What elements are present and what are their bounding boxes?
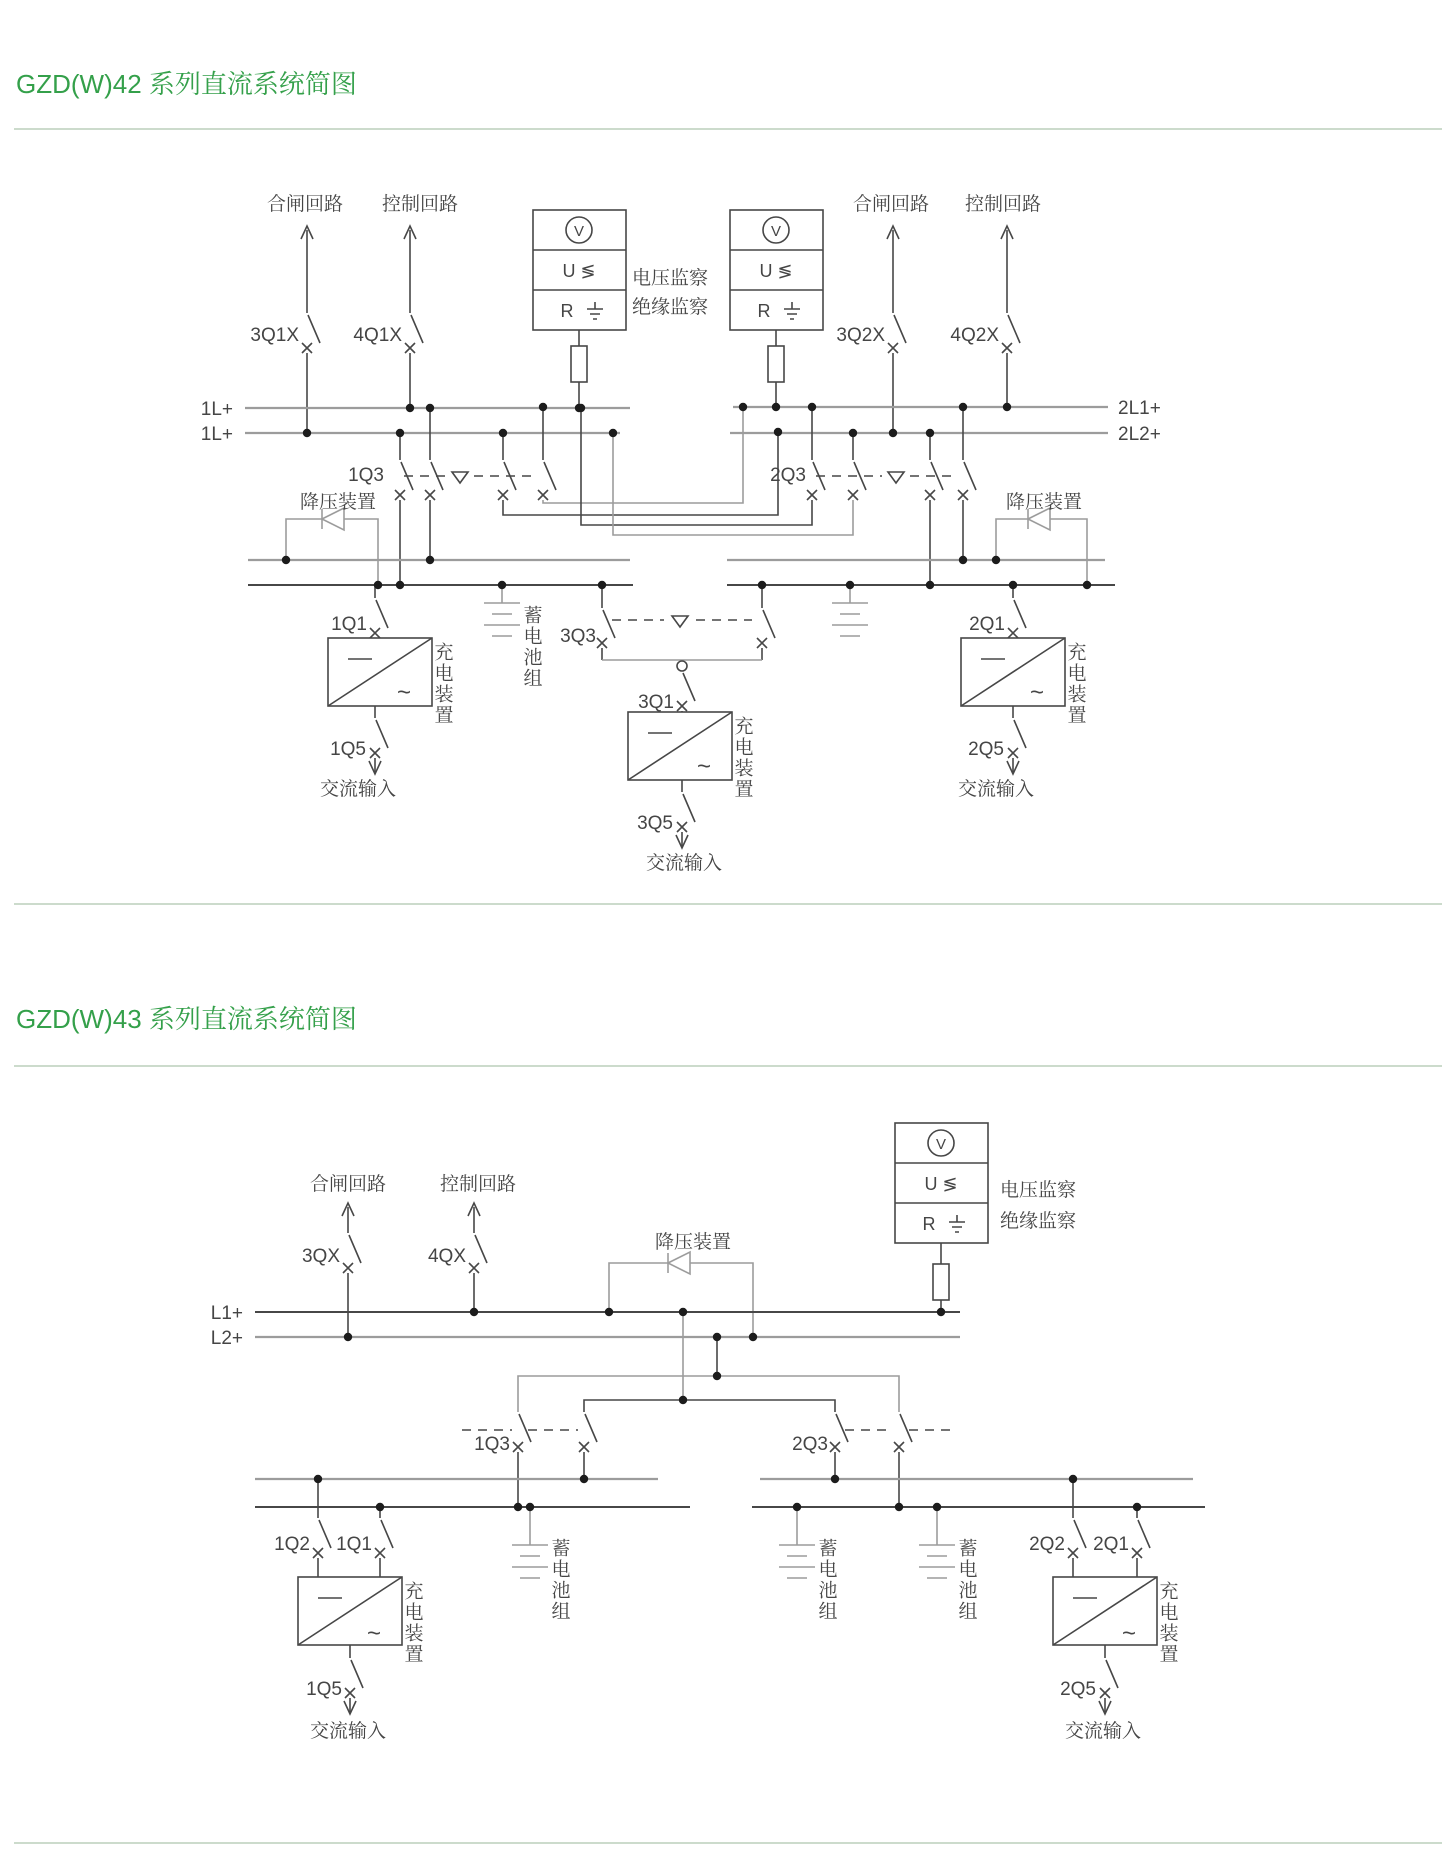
bus-label-2l1: 2L1+ bbox=[1118, 398, 1161, 419]
battery-mid-b bbox=[919, 1507, 955, 1578]
diagram-gzdw42 bbox=[201, 193, 1161, 874]
label-closing-circuit: 合闸回路 bbox=[266, 194, 344, 215]
tie-switch-1q3 bbox=[462, 1414, 597, 1507]
label-battery-bank: 蓄电池组 bbox=[520, 605, 542, 689]
switch-icon bbox=[579, 1414, 597, 1452]
switch-icon bbox=[1008, 720, 1026, 758]
label-charger: 充电装置 bbox=[1064, 642, 1086, 726]
feeder-control-left bbox=[404, 226, 423, 408]
switch-icon bbox=[830, 1414, 848, 1452]
label-stepdown-device: 降压装置 bbox=[654, 1232, 732, 1253]
battery-icon bbox=[484, 603, 520, 636]
ac-symbol: ~ bbox=[396, 679, 412, 706]
label-battery-bank: 蓄电池组 bbox=[815, 1538, 837, 1622]
distribution-wires bbox=[518, 1312, 899, 1412]
battery-icon bbox=[919, 1545, 955, 1578]
label-ac-input: 交流输入 bbox=[319, 779, 397, 800]
battery-mid-a bbox=[779, 1507, 815, 1578]
switch-icon bbox=[807, 462, 825, 500]
switch-icon bbox=[1100, 1660, 1118, 1698]
label-switch-2q1: 2Q1 bbox=[1093, 1534, 1129, 1555]
section-title-gzdw42: GZD(W)42 系列直流系统简图 bbox=[16, 69, 357, 99]
switch-icon bbox=[894, 1414, 912, 1452]
switch-icon bbox=[513, 1414, 531, 1452]
label-switch-2q5: 2Q5 bbox=[968, 739, 1004, 760]
switch-icon bbox=[395, 462, 413, 500]
switch-icon bbox=[343, 1235, 361, 1273]
bus-label-1l-top: 1L+ bbox=[200, 399, 233, 420]
caption-insulation-monitoring: 绝缘监察 bbox=[1000, 1211, 1077, 1232]
charger-box bbox=[961, 638, 1065, 706]
switch-icon bbox=[370, 720, 388, 758]
section-title-gzdw43: GZD(W)43 系列直流系统简图 bbox=[16, 1004, 357, 1034]
ac-symbol: ~ bbox=[366, 1620, 382, 1647]
feeder-control-right bbox=[1001, 226, 1020, 407]
battery-right bbox=[832, 585, 868, 636]
insulation-relay-symbol: R bbox=[560, 301, 574, 321]
label-ac-input: 交流输入 bbox=[957, 779, 1035, 800]
label-control-circuit: 控制回路 bbox=[381, 194, 459, 215]
switch-icon bbox=[425, 462, 443, 500]
battery-icon bbox=[832, 603, 868, 636]
fuse-icon bbox=[768, 346, 784, 382]
stepdown-device-left bbox=[286, 508, 378, 585]
interlock-triangle-icon bbox=[672, 616, 688, 627]
sub-buses bbox=[255, 1479, 1205, 1507]
ac-symbol: ~ bbox=[1121, 1620, 1137, 1647]
switch-icon bbox=[302, 315, 320, 353]
switch-icon bbox=[677, 673, 695, 711]
battery-icon bbox=[512, 1545, 548, 1578]
label-ac-input: 交流输入 bbox=[1064, 1721, 1142, 1742]
diode-icon bbox=[668, 1252, 690, 1274]
label-closing-circuit: 合闸回路 bbox=[852, 194, 930, 215]
label-ac-input: 交流输入 bbox=[645, 853, 723, 874]
switch-icon bbox=[1002, 315, 1020, 353]
stepdown-device bbox=[609, 1252, 753, 1337]
label-switch-1q5: 1Q5 bbox=[330, 739, 366, 760]
switch-icon bbox=[370, 600, 388, 638]
fuse-icon bbox=[571, 346, 587, 382]
battery-left bbox=[512, 1507, 548, 1578]
junction-dots bbox=[282, 403, 1091, 589]
label-switch-2q5: 2Q5 bbox=[1060, 1679, 1096, 1700]
label-switch-3qx: 3QX bbox=[301, 1246, 340, 1267]
label-switch-3q1x: 3Q1X bbox=[250, 325, 299, 346]
label-switch-4q1x: 4Q1X bbox=[353, 325, 402, 346]
bus-label-l2: L2+ bbox=[210, 1328, 243, 1349]
feeder-closing bbox=[342, 1203, 361, 1337]
charger-box bbox=[628, 712, 732, 780]
switch-icon bbox=[597, 610, 615, 648]
label-stepdown-device: 降压装置 bbox=[1005, 492, 1083, 513]
caption-voltage-monitoring: 电压监察 bbox=[632, 268, 709, 289]
switch-icon bbox=[958, 462, 976, 500]
switch-icon bbox=[925, 462, 943, 500]
ac-symbol: ~ bbox=[696, 753, 712, 780]
switch-icon bbox=[1068, 1520, 1086, 1558]
switch-icon bbox=[1132, 1520, 1150, 1558]
label-switch-1q2: 1Q2 bbox=[274, 1534, 310, 1555]
label-switch-3q5: 3Q5 bbox=[637, 813, 673, 834]
undervoltage-relay-symbol: U ≶ bbox=[759, 261, 793, 281]
diagram-gzdw43 bbox=[211, 1123, 1205, 1742]
bus-label-l1: L1+ bbox=[210, 1303, 243, 1324]
divider-rules bbox=[14, 129, 1442, 1843]
label-closing-circuit: 合闸回路 bbox=[309, 1174, 387, 1195]
bus-label-2l2: 2L2+ bbox=[1118, 424, 1161, 445]
feeder-control bbox=[468, 1203, 487, 1312]
switch-icon bbox=[677, 794, 695, 832]
selector-contact-icon bbox=[677, 661, 687, 671]
switch-icon bbox=[375, 1520, 393, 1558]
fuse-icon bbox=[933, 1264, 949, 1300]
label-switch-1q5: 1Q5 bbox=[306, 1679, 342, 1700]
switch-icon bbox=[405, 315, 423, 353]
caption-insulation-monitoring: 绝缘监察 bbox=[632, 297, 709, 318]
feeder-closing-left bbox=[301, 226, 320, 433]
voltmeter-symbol: V bbox=[770, 223, 782, 240]
label-switch-2q3: 2Q3 bbox=[770, 465, 806, 486]
voltmeter-symbol: V bbox=[573, 223, 585, 240]
tie-switch-2q3 bbox=[830, 1414, 957, 1507]
switch-icon bbox=[469, 1235, 487, 1273]
switch-icon bbox=[757, 610, 775, 648]
switch-icon bbox=[848, 462, 866, 500]
label-switch-3q3: 3Q3 bbox=[560, 626, 596, 647]
battery-left bbox=[484, 585, 520, 636]
label-switch-1q3: 1Q3 bbox=[474, 1434, 510, 1455]
stepdown-device-right bbox=[996, 508, 1087, 585]
label-switch-3q2x: 3Q2X bbox=[836, 325, 885, 346]
label-switch-1q1: 1Q1 bbox=[331, 614, 367, 635]
insulation-relay-symbol: R bbox=[922, 1214, 936, 1234]
undervoltage-relay-symbol: U ≶ bbox=[924, 1174, 958, 1194]
insulation-relay-symbol: R bbox=[757, 301, 771, 321]
charger-box bbox=[298, 1577, 402, 1645]
label-ac-input: 交流输入 bbox=[309, 1721, 387, 1742]
charger-box bbox=[328, 638, 432, 706]
label-switch-1q3: 1Q3 bbox=[348, 465, 384, 486]
ac-symbol: ~ bbox=[1029, 679, 1045, 706]
label-charger: 充电装置 bbox=[431, 642, 453, 726]
label-control-circuit: 控制回路 bbox=[439, 1174, 517, 1195]
label-switch-3q1: 3Q1 bbox=[638, 692, 674, 713]
label-charger: 充电装置 bbox=[1156, 1581, 1178, 1665]
switch-icon bbox=[1008, 600, 1026, 638]
interlock-triangle-icon bbox=[888, 472, 904, 483]
label-switch-4qx: 4QX bbox=[427, 1246, 466, 1267]
switch-icon bbox=[888, 315, 906, 353]
undervoltage-relay-symbol: U ≶ bbox=[562, 261, 596, 281]
label-charger: 充电装置 bbox=[401, 1581, 423, 1665]
label-switch-4q2x: 4Q2X bbox=[950, 325, 999, 346]
label-switch-2q3: 2Q3 bbox=[792, 1434, 828, 1455]
feeder-closing-right bbox=[887, 226, 906, 433]
charger-box bbox=[1053, 1577, 1157, 1645]
junction-dots bbox=[314, 1308, 1141, 1511]
switch-icon bbox=[498, 462, 516, 500]
label-stepdown-device: 降压装置 bbox=[299, 492, 377, 513]
dc-buses bbox=[245, 407, 1108, 433]
switch-icon bbox=[538, 462, 556, 500]
battery-icon bbox=[779, 1545, 815, 1578]
label-battery-bank: 蓄电池组 bbox=[548, 1538, 570, 1622]
voltmeter-symbol: V bbox=[935, 1136, 947, 1153]
label-battery-bank: 蓄电池组 bbox=[955, 1538, 977, 1622]
switch-icon bbox=[313, 1520, 331, 1558]
label-control-circuit: 控制回路 bbox=[964, 194, 1042, 215]
label-switch-2q1: 2Q1 bbox=[969, 614, 1005, 635]
label-switch-1q1: 1Q1 bbox=[336, 1534, 372, 1555]
label-switch-2q2: 2Q2 bbox=[1029, 1534, 1065, 1555]
label-charger: 充电装置 bbox=[731, 716, 753, 800]
bus-label-1l-bottom: 1L+ bbox=[200, 424, 233, 445]
interlock-triangle-icon bbox=[452, 472, 468, 483]
switch-icon bbox=[345, 1660, 363, 1698]
caption-voltage-monitoring: 电压监察 bbox=[1000, 1180, 1077, 1201]
